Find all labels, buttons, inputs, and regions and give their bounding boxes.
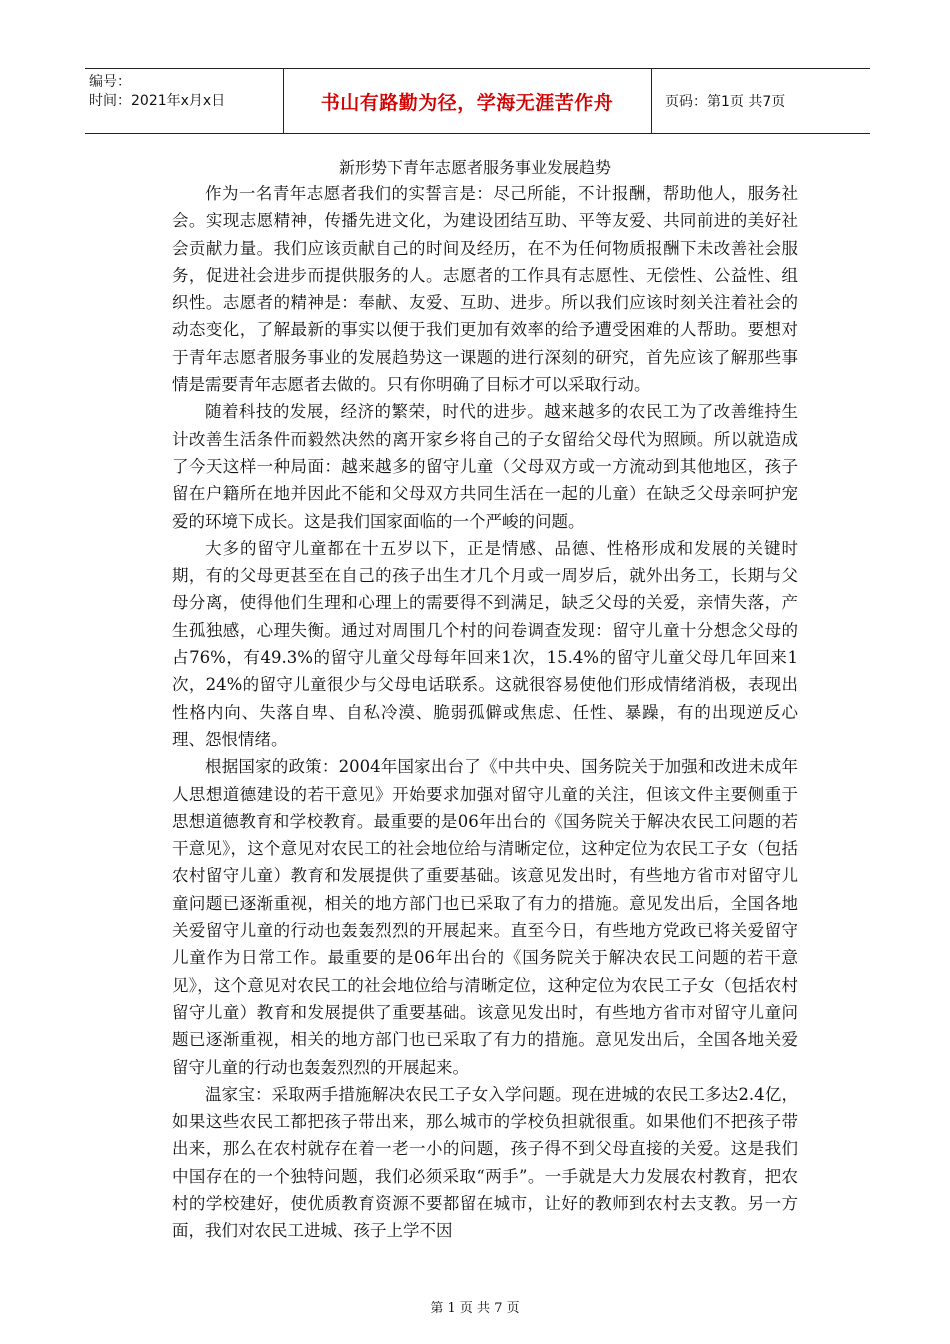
- header-meta-cell: [85, 69, 284, 133]
- document-number-label: 编号：: [89, 74, 131, 90]
- document-time-label: 时间：2021年x月x日: [89, 93, 226, 109]
- header-motto: 书山有路勤为径，学海无涯苦作舟: [320, 91, 614, 114]
- document-title: 新形势下青年志愿者服务事业发展趋势: [338, 158, 611, 177]
- paragraph: 作为一名青年志愿者我们的实誓言是：尽己所能，不计报酬，帮助他人，服务社会。实现志愿精神，传播先进文化，为建设团结互助、平等友爱、共同前进的美好社会贡献力量。我们应该贡献自己的时间及经历，在不为任何物质报酬下未改善社会服务，促进社会进步而提供服务的人。志愿者的工作具有志愿性、无偿性、公益性、组织性。志愿者的精神是：奉献、友爱、互助、进步。所以我们应该时刻关注着社会的动态变化，了解最新的事实以便于我们更加有效率的给予遭受困难的人帮助。要想对于青年志愿者服务事业的发展趋势这一课题的进行深刻的研究，首先应该了解那些事情是需要青年志愿者去做的。只有你明确了目标才可以采取行动。: [172, 184, 798, 395]
- page-header: [85, 68, 870, 134]
- document-body: [172, 180, 798, 1245]
- page-footer: 第 1 页 共 7 页: [430, 1301, 520, 1316]
- paragraph: 温家宝：采取两手措施解决农民工子女入学问题。现在进城的农民工多达2.4亿，如果这些农民工都把孩子带出来，那么城市的学校负担就很重。如果他们不把孩子带出来，那么在农村就存在着一老一小的问题，孩子得不到父母直接的关爱。这是我们中国存在的一个独特问题，我们必须采取“两手”。一手就是大力发展农村教育，把农村的学校建好，使优质教育资源不要都留在城市，让好的教师到农村去支教。另一方面，我们对农民工进城、孩子上学不因: [172, 1084, 798, 1241]
- paragraph: 随着科技的发展，经济的繁荣，时代的进步。越来越多的农民工为了改善维持生计改善生活条件而毅然决然的离开家乡将自己的子女留给父母代为照顾。所以就造成了今天这样一种局面：越来越多的留守儿童（父母双方或一方流动到其他地区，孩子留在户籍所在地并因此不能和父母双方共同生活在一起的儿童）在缺乏父母亲呵护宠爱的环境下成长。这是我们国家面临的一个严峻的问题。: [172, 402, 798, 531]
- header-page-info: 页码：第1页 共7页: [665, 94, 786, 110]
- paragraph: 大多的留守儿童都在十五岁以下，正是情感、品德、性格形成和发展的关键时期，有的父母更甚至在自己的孩子出生才几个月或一周岁后，就外出务工，长期与父母分离，使得他们生理和心理上的需要得不到满足，缺乏父母的关爱，亲情失落，产生孤独感，心理失衡。通过对周围几个村的问卷调查发现：留守儿童十分想念父母的占76%，有49.3%的留守儿童父母每年回来1次，15.4%的留守儿童父母几年回来1次，24%的留守儿童很少与父母电话联系。这就很容易使他们形成情绪消极，表现出性格内向、失落自卑、自私冷漠、脆弱孤僻或焦虑、任性、暴躁，有的出现逆反心理、怨恨情绪。: [172, 538, 798, 749]
- header-motto-cell: [283, 69, 652, 133]
- paragraph: 根据国家的政策：2004年国家出台了《中共中央、国务院关于加强和改进未成年人思想道德建设的若干意见》开始要求加强对留守儿童的关注，但该文件主要侧重于思想道德教育和学校教育。最重要的是06年出台的《国务院关于解决农民工问题的若干意见》，这个意见对农民工的社会地位给与清晰定位，这种定位为农民工子女（包括农村留守儿童）教育和发展提供了重要基础。该意见发出时，有些地方省市对留守儿童问题已逐渐重视，相关的地方部门也已采取了有力的措施。意见发出后，全国各地关爱留守儿童的行动也轰轰烈烈的开展起来。直至今日，有些地方党政已将关爱留守儿童作为日常工作。最重要的是06年出台的《国务院关于解决农民工问题的若干意见》，这个意见对农民工的社会地位给与清晰定位，这种定位为农民工子女（包括农村留守儿童）教育和发展提供了重要基础。该意见发出时，有些地方省市对留守儿童问题已逐渐重视，相关的地方部门也已采取了有力的措施。意见发出后，全国各地关爱留守儿童的行动也轰轰烈烈的开展起来。: [172, 757, 798, 1077]
- header-page-cell: [653, 69, 870, 133]
